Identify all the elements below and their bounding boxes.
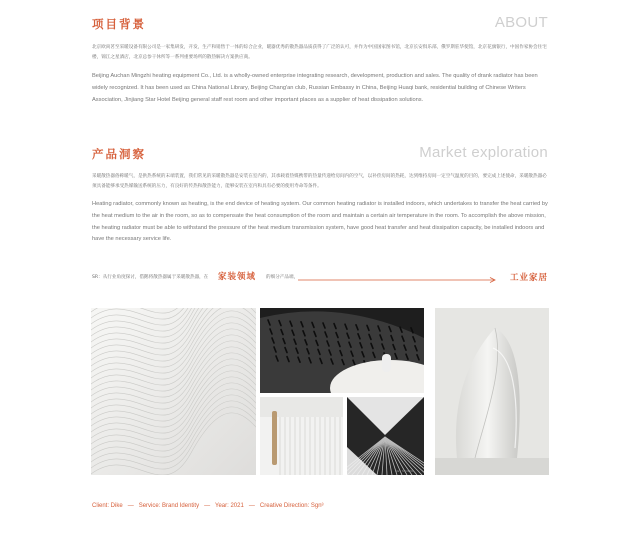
credit-separator-3: — — [248, 503, 255, 509]
field-target-text: 工业家居 — [509, 273, 548, 283]
market-section — [92, 146, 548, 246]
about-en-body: Beijing Auchan Mingzhi heating equipment Co., Ltd. is a wholly-owned enterprise integrating research, development, production and sales. The quality of drank radiator has been widely recognized. It has been used as China National Library, Beijing Chang'an club, Russian Embassy in China, Beijing Huaqi bank, residential building of Chinese Writers Association, Jinjiang Star Hotel Beijing general staff rest room and other important places as a supplier of heat dissipation solutions. — [92, 73, 538, 103]
market-en-title: Market exploration — [419, 144, 548, 161]
credit-direction: Creative Direction: Sgn³ — [259, 503, 324, 509]
credit-separator-2: — — [204, 503, 211, 509]
market-cn-title: 产品洞察 — [92, 147, 146, 161]
about-section — [92, 16, 548, 106]
credit-year: Year: 2021 — [215, 503, 244, 509]
about-cn-body: 北京欧尚茗至采暖设备有限公司是一家集研发，开发，生产和销售于一体的综合企业，暖器优秀的散热器品质获得了广泛的认可，并作为中国国家图书馆，北京长安俱乐部，俄罗斯驻华使馆，北京花旗银行，中国作家协会住宅楼，锦江之星酒店，北京总参干休所等一系列重要场所的散热解决方案供应商。 — [92, 45, 547, 60]
project-credits — [92, 503, 324, 509]
vent-closeup-image — [260, 308, 424, 393]
vent-pattern-icon — [260, 308, 424, 393]
radiator-panel-image — [260, 397, 343, 475]
waves-image — [91, 308, 256, 475]
waves-pattern-icon — [91, 308, 256, 475]
product-gallery — [91, 308, 549, 475]
sculpture-shape-icon — [435, 308, 549, 475]
about-cn-title: 项目背景 — [92, 17, 146, 31]
credit-client: Client: Dike — [92, 503, 123, 509]
arrow-right-icon — [298, 277, 498, 283]
field-positioning-row — [92, 270, 548, 286]
market-cn-body: 采暖散热器俗称暖气，是供热系统的末端装置，我们常见的采暖散热器是安装在室内的，其承载着热媒携带的热量传递给房间内的空气，以补偿房间的热耗，达到维持房间一定空气温度的目的，要完成上述使命，采暖散热器必须具备能够承受热媒输送系统的压力，有良好的传热和散热能力，能够安装在室内和具有必要的使用寿命等条件。 — [92, 174, 547, 189]
credit-separator-1: — — [127, 503, 134, 509]
field-prefix-text: SR：从行业角度探讨，借鹅将散热器属于采暖散热器，在 — [92, 275, 209, 280]
grille-pattern-icon — [347, 397, 424, 475]
field-highlight-text: 家装领域 — [218, 272, 257, 282]
radiator-grille-image — [347, 397, 424, 475]
credit-service: Service: Brand Identity — [138, 503, 200, 509]
gallery-caption: SGY STUDIO — [395, 469, 414, 473]
sculpture-image — [435, 308, 549, 475]
market-heading-row — [92, 146, 548, 168]
about-heading-row — [92, 16, 548, 38]
about-en-title: ABOUT — [494, 14, 548, 31]
market-en-body: Heating radiator, commonly known as heating, is the end device of heating system. Our common heating radiator is installed indoors, which undertakes to transfer the heat carried by the heat medium to the air in the room, so as to compensate the heat consumption of the room and maintain a certain air temperature in the room. To accomplish the above mission, the heating radiator must be able to withstand the pressure of the heat medium transmission system, have good heat transfer and heat dissipation capacity, be installed indoors and have the necessary service life. — [92, 201, 548, 243]
panel-pattern-icon — [260, 397, 343, 475]
field-suffix-text: 的细分产品端， — [266, 275, 299, 280]
